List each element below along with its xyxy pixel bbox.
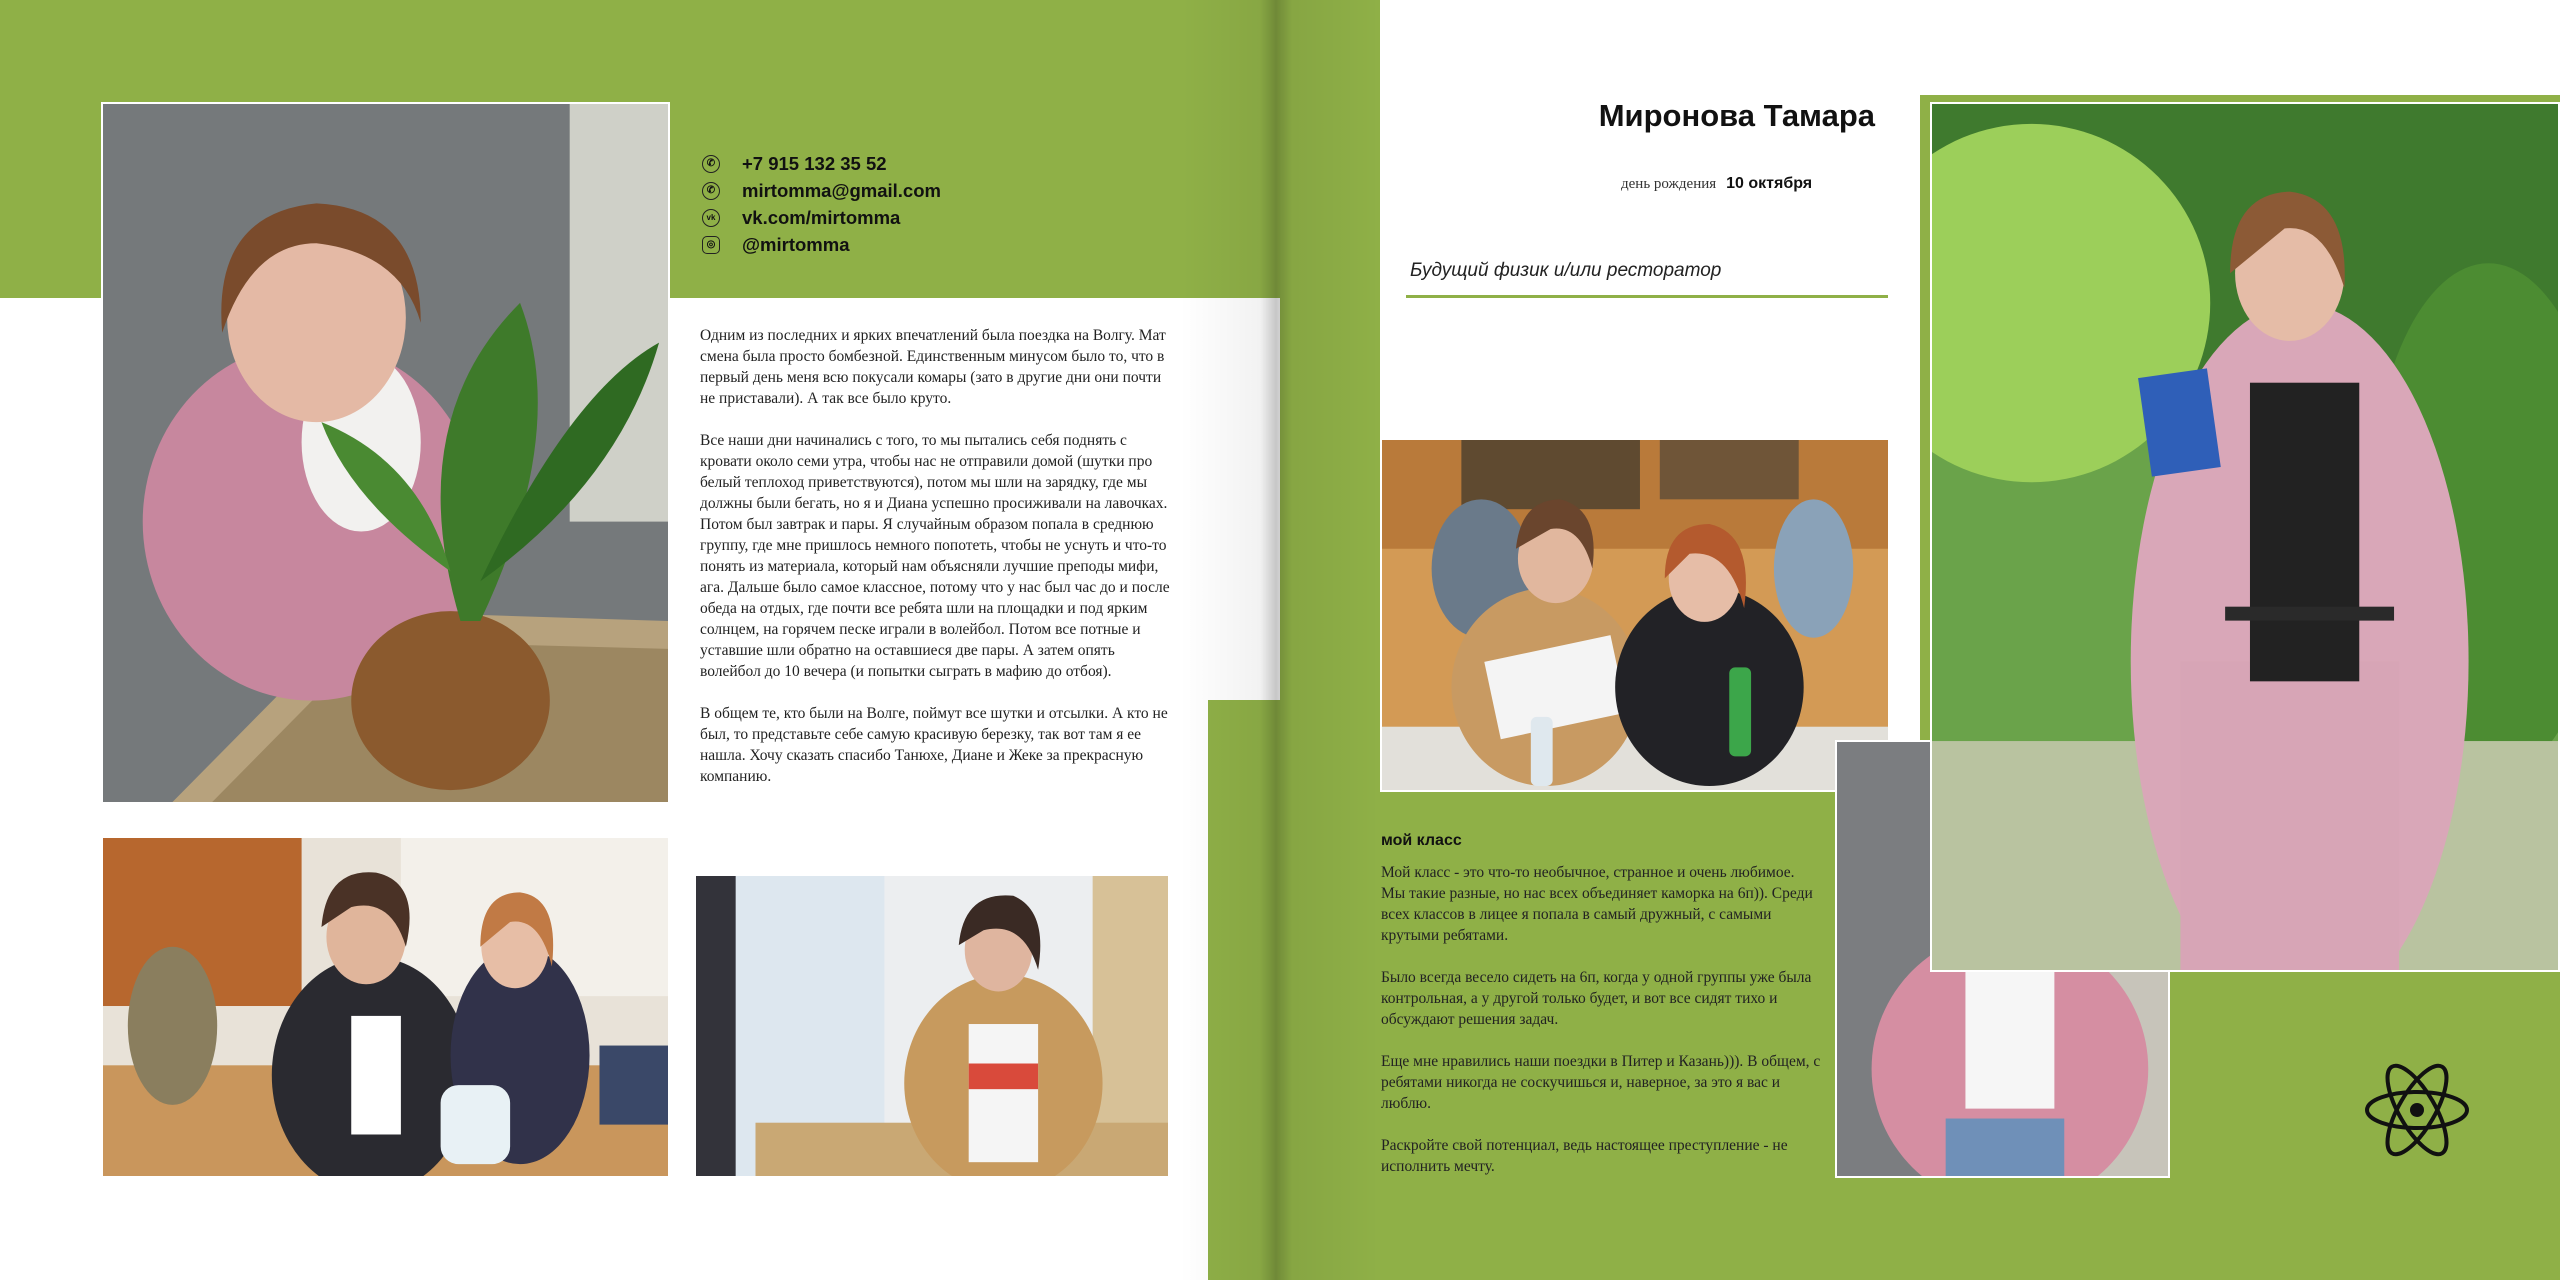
portrait-photo-plant xyxy=(101,102,670,804)
contact-vk-text: vk.com/mirtomma xyxy=(742,206,901,228)
motto-underline xyxy=(1406,295,1888,298)
book-spine-shadow xyxy=(1180,0,1380,1280)
class-section-text xyxy=(1381,862,1821,1198)
contact-vk[interactable] xyxy=(702,204,941,231)
contact-instagram-text: @mirtomma xyxy=(742,233,850,255)
class-photo-right xyxy=(1380,438,1890,792)
whatsapp-icon: ✆ xyxy=(702,182,720,200)
class-paragraph: Еще мне нравились наши поездки в Питер и Казань))). В общем, с ребятами никогда не соскучишься и, наверное, за это я вас и люблю. xyxy=(1381,1053,1821,1112)
atom-icon xyxy=(2362,1060,2472,1160)
phone-icon: ✆ xyxy=(702,155,720,173)
vk-icon: vk xyxy=(702,209,720,227)
contact-phone[interactable] xyxy=(702,150,941,177)
story-paragraph: Одним из последних и ярких впечатлений была поездка на Волгу. Мат смена была просто бомбезной. Единственным минусом было то, что в первый день меня всю покусали комары (зато в другие дни они почти не приставали). А так все было круто. xyxy=(700,327,1166,407)
birthday-label: день рождения xyxy=(1621,176,1717,192)
instagram-icon: ◎ xyxy=(702,236,720,254)
birthday-value: 10 октября xyxy=(1726,175,1813,192)
birthday-line xyxy=(1621,175,1812,193)
class-paragraph: Было всегда весело сидеть на 6п, когда у одной группы уже была контрольная, а у другой только будет, и вот все сидят тихо и обсуждают решения задач. xyxy=(1381,969,1812,1028)
portrait-photo-outdoor xyxy=(1930,102,2560,972)
class-paragraph: Раскройте свой потенциал, ведь настоящее преступление - не исполнить мечту. xyxy=(1381,1137,1788,1175)
person-name: Миронова Тамара xyxy=(1598,98,1875,133)
contact-phone-text: +7 915 132 35 52 xyxy=(742,152,887,174)
story-text xyxy=(700,325,1178,808)
class-photo-left xyxy=(101,836,670,1178)
motto-text: Будущий физик и/или ресторатор xyxy=(1410,260,1722,281)
class-section-title: мой класс xyxy=(1381,832,1462,849)
class-paragraph: Мой класс - это что-то необычное, странное и очень любимое. Мы такие разные, но нас всех объединяет каморка на 6п)). Среди всех классов в лицее я попала в самый дружный, с самыми крутыми ребятами. xyxy=(1381,864,1813,944)
class-photo-center xyxy=(694,874,1170,1178)
contact-instagram[interactable] xyxy=(702,231,941,258)
contacts-list xyxy=(702,150,941,258)
story-paragraph: В общем те, кто были на Волге, поймут все шутки и отсылки. А кто не был, то представьте себе самую красивую березку, так вот там я ее нашла. Хочу сказать спасибо Танюхе, Диане и Жеке за прекрасную компанию. xyxy=(700,705,1168,785)
story-paragraph: Все наши дни начинались с того, то мы пытались себя поднять с кровати около семи утра, чтобы нас не отправили домой (шутки про белый теплоход приветствуются), потом мы шли на зарядку, где мы должны были бегать, но я и Диана успешно просиживали на лавочках. Потом был завтрак и пары. Я случайным образом попала в среднюю группу, где мне пришлось немного попотеть, чтобы не уснуть и что-то понять из материала, который нам объясняли лучшие преподы мифи, ага. Дальше было самое классное, потому что у нас был час до и после обеда на отдых, где почти все ребята шли на площадки и под ярким солнцем, на горячем песке играли в волейбол. Потом все потные и уставшие шли обратно на оставшиеся две пары. А затем опять волейбол до 10 вечера (и попытки сыграть в мафию до отбоя). xyxy=(700,432,1170,680)
contact-email[interactable] xyxy=(702,177,941,204)
contact-email-text: mirtomma@gmail.com xyxy=(742,179,941,201)
